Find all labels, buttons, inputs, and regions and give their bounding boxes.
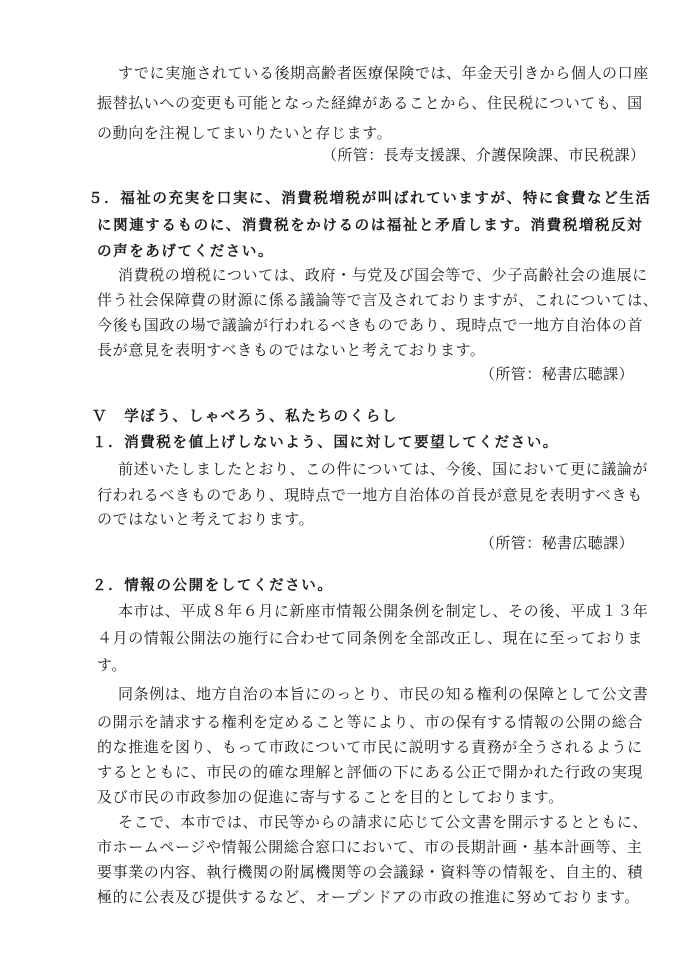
paragraph-line: の動向を注視してまいりたいと存じます。 <box>97 124 393 142</box>
question-heading-line: １．消費税を値上げしないよう、国に対して要望してください。 <box>92 435 559 451</box>
paragraph-line: 極的に公表及び提供するなど、オープンドアの市政の推進に努めております。 <box>97 888 641 906</box>
paragraph-line: 及び市民の市政参加の促進に寄与することを目的としております。 <box>97 788 564 806</box>
paragraph-line: すでに実施されている後期高齢者医療保険では、年金天引きから個人の口座 <box>118 64 649 82</box>
paragraph-line: 長が意見を表明すべきものではないと考えております。 <box>97 341 486 359</box>
paragraph-line: するとともに、市民の的確な理解と評価の下にある公正で開かれた行政の実現 <box>97 763 644 781</box>
paragraph-line: 市ホームページや情報公開総合窓口において、市の長期計画・基本計画等、主 <box>97 838 643 856</box>
department-note: （所管：秘書広聴課） <box>480 534 635 552</box>
paragraph-line: そこで、本市では、市民等からの請求に応じて公文書を開示するとともに、 <box>118 813 649 831</box>
paragraph-line: す。 <box>97 656 128 674</box>
paragraph-line: 的な推進を図り、もって市政について市民に説明する責務が全うされるように <box>97 738 643 756</box>
department-note: （所管：秘書広聴課） <box>480 365 635 383</box>
section-title: Ｖ 学ぼう、しゃべろう、私たちのくらし <box>92 409 398 425</box>
question-heading-line: ５．福祉の充実を口実に、消費税増税が叫ばれていますが、特に食費など生活 <box>88 191 652 207</box>
paragraph-line: 行われるべきものであり、現時点で一地方自治体の首長が意見を表明すべきも <box>97 486 643 504</box>
paragraph-line: ４月の情報公開法の施行に合わせて同条例を全部改正し、現在に至っておりま <box>97 629 644 647</box>
paragraph-line: 伴う社会保障費の財源に係る議論等で言及されておりますが、これについては、 <box>97 291 659 309</box>
paragraph-line: 本市は、平成８年６月に新座市情報公開条例を制定し、その後、平成１３年 <box>118 602 649 620</box>
paragraph-line: 今後も国政の場で議論が行われるべきものであり、現時点で一地方自治体の首 <box>97 316 644 334</box>
question-heading-line: ２．情報の公開をしてください。 <box>92 578 334 594</box>
paragraph-line: のではないと考えております。 <box>97 510 315 528</box>
paragraph-line: 要事業の内容、執行機関の附属機関等の会議録・資料等の情報を、自主的、積 <box>97 863 644 881</box>
question-heading-line: の声をあげてください。 <box>97 244 275 260</box>
paragraph-line: 消費税の増税については、政府・与党及び国会等で、少子高齢社会の進展に <box>118 266 648 284</box>
department-note: （所管：長寿支援課、介護保険課、市民税課） <box>322 146 646 164</box>
paragraph-line: 振替払いへの変更も可能となった経緯があることから、住民税についても、国 <box>97 94 643 112</box>
paragraph-line: 同条例は、地方自治の本旨にのっとり、市民の知る権利の保障として公文書 <box>118 685 649 703</box>
question-heading-line: に関連するものに、消費税をかけるのは福祉と矛盾します。消費税増税反対 <box>97 218 644 234</box>
paragraph-line: の開示を請求する権利を定めること等により、市の保有する情報の公開の総合 <box>97 713 644 731</box>
paragraph-line: 前述いたしましたとおり、この件については、今後、国において更に議論が <box>118 460 649 478</box>
